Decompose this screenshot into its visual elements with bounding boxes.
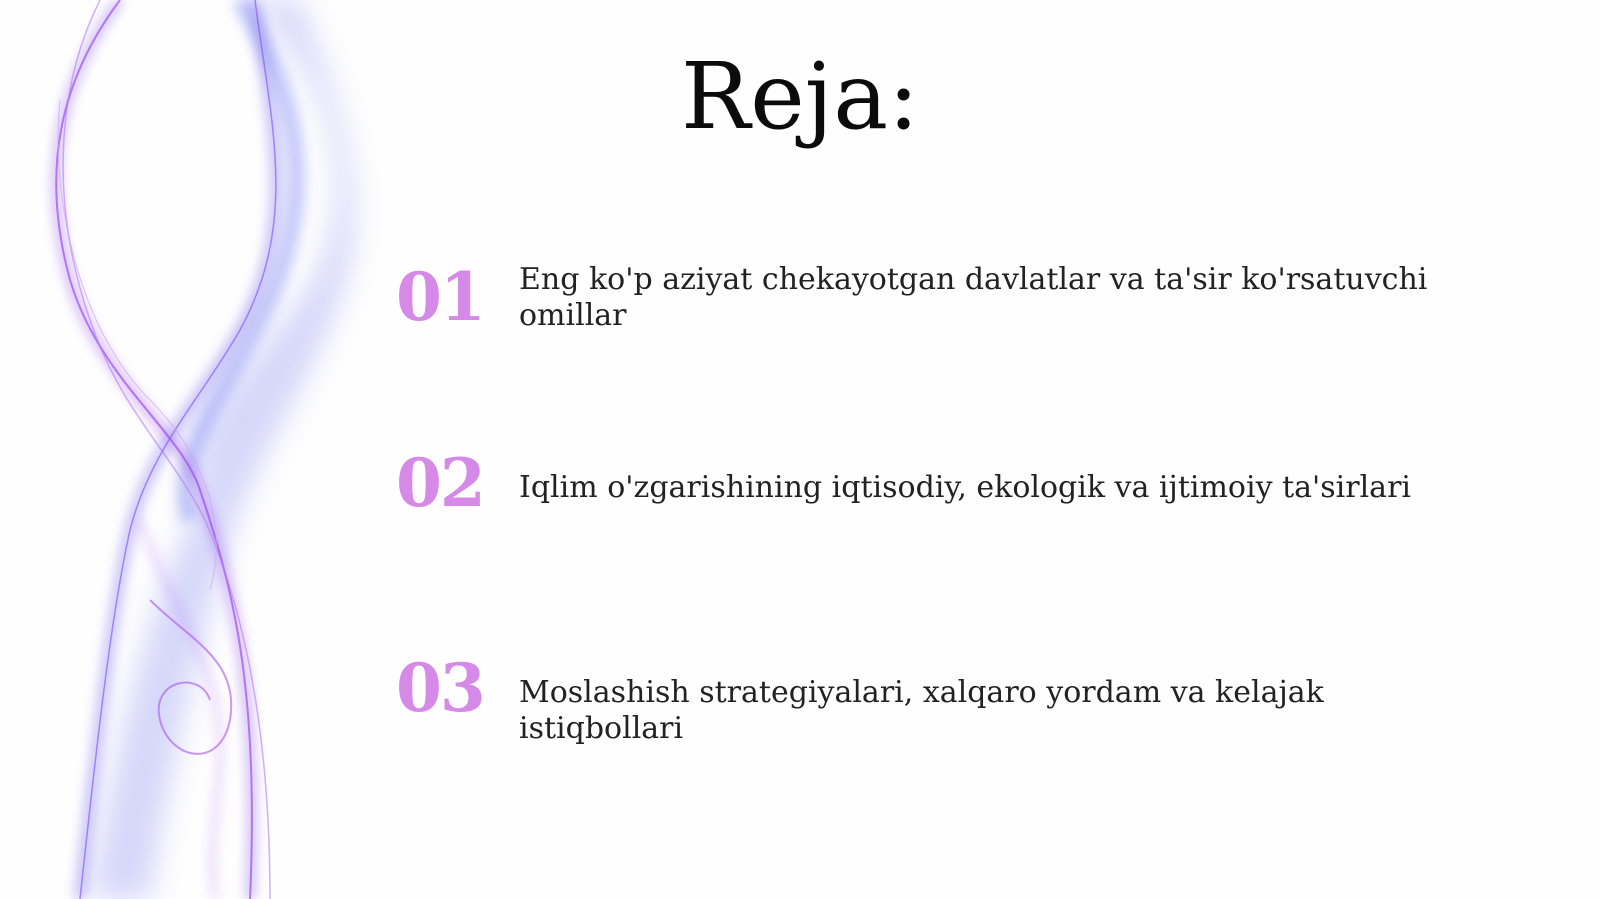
agenda-text-1: Eng ko'p aziyat chekayotgan davlatlar va ta'sir ko'rsatuvchi omillar — [519, 262, 1428, 333]
slide-title: Reja: — [680, 43, 920, 150]
agenda-number-1: 01 — [396, 258, 484, 336]
agenda-number-2: 02 — [396, 444, 484, 522]
agenda-text-2: Iqlim o'zgarishining iqtisodiy, ekologik va ijtimoiy ta'sirlari — [519, 470, 1412, 505]
agenda-number-3: 03 — [396, 649, 484, 727]
agenda-text-3: Moslashish strategiyalari, xalqaro yordam va kelajak istiqbollari — [519, 675, 1324, 746]
purple-smoke-decoration — [0, 0, 420, 899]
